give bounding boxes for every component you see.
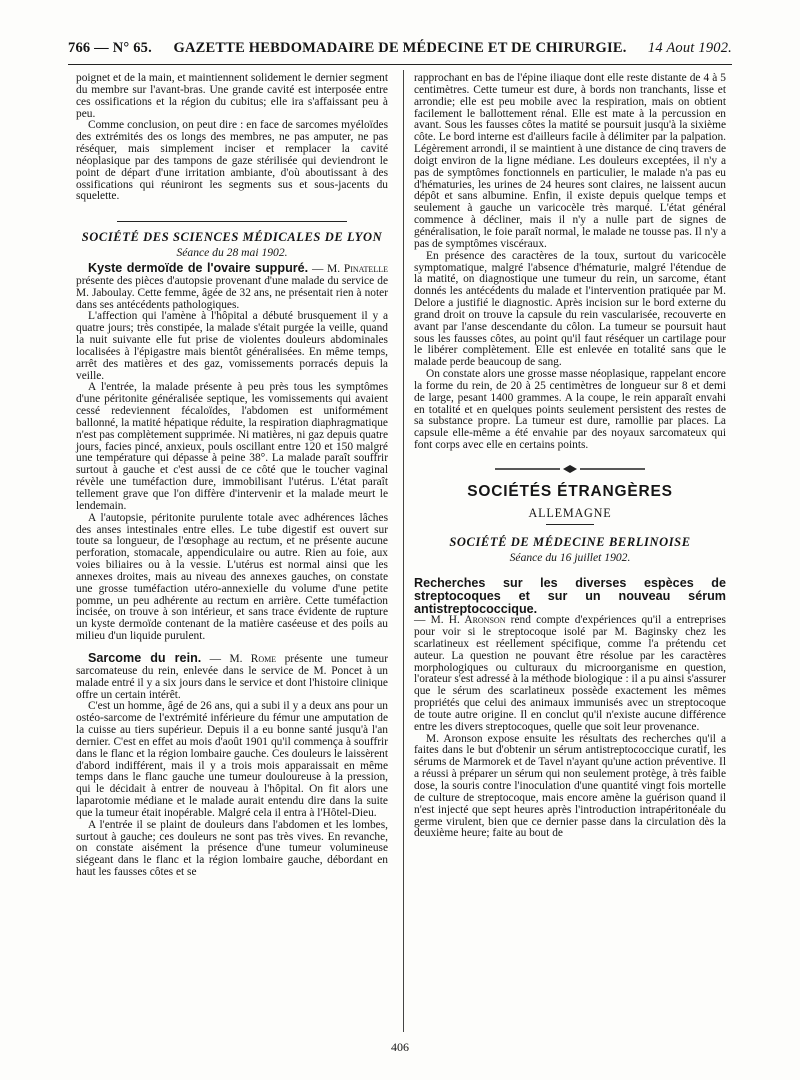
- section-rule: [117, 221, 347, 222]
- header-rule: [68, 64, 732, 65]
- right-column: [414, 73, 726, 840]
- section-date-lyon: Séance du 28 mai 1902.: [176, 246, 288, 260]
- article-title-sarcome: Sarcome du rein.: [88, 650, 202, 665]
- sarcome-paragraph-1: présente une tumeur sarcomateuse du rein, enlevée dans le service de M. Poncet à un malade entré il y a six jours dans le service et dont l'histoire clinique offre un certain intérêt.: [76, 652, 389, 701]
- article-title-streptocoques: Recherches sur les diverses espèces de streptocoques et sur un nouveau sérum antistreptococcique.: [414, 576, 726, 616]
- author-aronson: M. H. Aronson: [430, 614, 506, 627]
- kyste-paragraph-3: A l'entrée, la malade présente à peu près tous les symptômes d'une péritonite généralisée septique, les vomissements qui avaient cessé redeviennent fécaloïdes, l'abdomen est uniformément ballonné, la matité hépatique réduite, la respiration diaphragmatique n'est pas complètement supprimée. Ni matières, ni gaz depuis quatre jours, facies pincé, anxieux, pouls oscillant entre 120 et 150 malgré une température qui dépasse à peine 38°. La malade paraît souffrir surtout à gauche et c'est aussi de ce côté que le toucher vaginal révèle une tuméfaction dure, immobilisant l'utérus. L'état paraît tellement grave que l'on diffère d'intervenir et la malade meurt le lendemain.: [76, 381, 388, 512]
- country-rule: [546, 524, 594, 525]
- section-title-foreign: SOCIÉTÉS ÉTRANGÈRES: [467, 483, 673, 500]
- sarcome-findings: On constate alors une grosse masse néoplasique, rappelant encore la forme du rein, de 20 à 25 centimètres de longueur sur 8 et demi de large, pesant 1400 grammes. A la coupe, le rein apparaît envahi en totalité et en quelques points seulement persistent des restes de sa substance propre. La tumeur est dure, ramollie par places. La capsule elle-même a été envahie par des noyaux sarcomateux qui font corps avec elle en certains points.: [414, 368, 726, 452]
- kyste-paragraph-4: A l'autopsie, péritonite purulente totale avec adhérences lâches des anses intestinales entre elles. Le tube digestif est ouvert sur toute sa longueur, de l'œsophage au rectum, et ne présente aucune perforation, stomacale, appendiculaire ou autre. Rien au foie, aux voies biliaires ou à la vessie. L'utérus est normal ainsi que les annexes droites, mais au niveau des annexes gauches, on constate une grosse tuméfaction utéro-annexielle du volume d'une petite pomme, un peu adhérente au rectum en arrière. Cette tuméfaction incisée, on trouve à son intérieur, et sans trace évidente de rupture un kyste dermoïde contenant de la matière caséeuse et des poils au milieu d'un liquide purulent.: [76, 511, 388, 643]
- issue-date: 14 Aout 1902.: [647, 40, 732, 56]
- article-title-kyste: Kyste dermoïde de l'ovaire suppuré.: [88, 260, 309, 275]
- article-streptocoques: — M. H. Aronson rend compte d'expériences qu'il a entreprises pour voir si le streptocoque isolé par M. Baginsky chez les scarlatineux est réellement spécifique, comme l'a prétendu cet auteur. La question ne pouvant être résolue par les caractères morphologiques ou culturaux du microorganisme en question, l'orateur s'est adressé à la méthode biologique : il a pu ainsi s'assurer que le sérum des scarlatineux possède exactement les mêmes propriétés que celui des animaux immunisés avec un streptocoque de toute autre origine. Il en conclut qu'il n'existe aucune différence entre les divers streptocoques, quelle que soit leur provenance.: [414, 614, 726, 733]
- article-kyste: Kyste dermoïde de l'ovaire suppuré. — M. Pinatelle présente des pièces d'autopsie provenant d'une malade du service de M. Jaboulay. Cette femme, âgée de 32 ans, ne présentait rien à noter dans ses antécédents pathologiques.: [76, 260, 388, 311]
- section-title-berlin: SOCIÉTÉ DE MÉDECINE BERLINOISE: [449, 534, 691, 549]
- ornament-divider-icon: [495, 464, 645, 474]
- journal-title: GAZETTE HEBDOMADAIRE DE MÉDECINE ET DE CHIRURGIE.: [173, 40, 627, 56]
- country-heading: ALLEMAGNE: [528, 505, 612, 520]
- left-column: [76, 73, 388, 879]
- page-number: 406: [391, 1040, 409, 1054]
- kyste-paragraph-2: L'affection qui l'amène à l'hôpital a débuté brusquement il y a quatre jours; très constipée, la malade s'était purgée la veille, quand la nuit suivante elle fut prise de violentes douleurs abdominales localisées à l'épigastre mais bientôt généralisées. En même temps, arrêt des matières et des gaz, vomissements porracés depuis la veille.: [76, 310, 388, 382]
- streptocoques-paragraph-1: rend compte d'expériences qu'il a entreprises pour voir si le streptocoque isolé par M. Baginsky chez les scarlatineux est réellement spécifique, comme l'a prétendu cet auteur. La question ne pouvant être résolue par les caractères morphologiques ou culturaux du microorganisme en question, l'orateur s'est adressé à la méthode biologique : il a pu ainsi s'assurer que le sérum des scarlatineux possède exactement les mêmes propriétés que celui des animaux immunisés avec un streptocoque de toute autre origine. Il en conclut qu'il n'existe aucune différence entre les divers streptocoques, quelle que soit leur provenance.: [414, 614, 726, 733]
- page-header: [68, 40, 732, 60]
- sarcome-continuation: rapprochant en bas de l'épine iliaque dont elle reste distante de 4 à 5 centimètres. Cette tumeur est dure, à bords non tranchants, lisse et arrondie; elle est peu mobile avec la respiration, mais on obtient facilement le ballottement rénal. Elle est mate à la percussion en avant. Sous les fausses côtes la matité se poursuit jusqu'à la sixième côte. Le bord interne est d'ailleurs facile à délimiter par la palpation. Légèrement arrondi, il se maintient à une distance de cinq travers de doigt environ de la ligne médiane. Les douleurs exceptées, il n'y a pas de symptômes fonctionnels en particulier, le malade n'a pas eu d'hématuries, les urines de 24 heures sont claires, ne laissent aucun dépôt et sans albumine. Enfin, il existe depuis quelque temps et seulement à gauche un varicocèle très marqué. L'état général commence à décliner, mais il n'y a nulle part de signes de généralisation, le foie paraît normal, le malade ne tousse pas. Il n'y a pas de symptômes viscéraux.: [414, 72, 726, 250]
- streptocoques-paragraph-2: M. Aronson expose ensuite les résultats des recherches qu'il a faites dans le but d'obtenir un sérum antistreptococcique curatif, les sérums de Marmorek et de Tavel n'ayant qu'une action préventive. Il a réussi à préparer un sérum qui non seulement protège, à très faible dose, la souris contre l'inoculation d'une quantité vingt fois mortelle de culture de streptocoque, mais encore amène la guérison quand il n'est injecté que sept heures après l'introduction intrapéritonéale du germe virulent, bien que ce dernier passe dans la circulation dès la deuxième heure; faite au bout de: [414, 732, 726, 840]
- article-sarcome: Sarcome du rein. — M. Rome présente une tumeur sarcomateuse du rein, enlevée dans le service de M. Poncet à un malade entré il y a six jours dans le service et dont l'histoire clinique offre un certain intérêt.: [76, 650, 389, 701]
- page-reference: 766 — N° 65.: [68, 40, 152, 56]
- sarcome-paragraph-2: C'est un homme, âgé de 26 ans, qui a subi il y a deux ans pour un ostéo-sarcome de l'extrémité inférieure du fémur une amputation de la cuisse au tiers supérieur. Depuis il a eu bonne santé jusqu'à l'an dernier. C'est en effet au mois d'août 1901 qu'il commença à souffrir dans le flanc et la région lombaire gauche. Ces douleurs le laissèrent d'abord indifférent, mais il y a trois mois apparaissait en même temps dans le flanc gauche une tumeur douloureuse à la pression, qui le décidait à entrer de nouveau à l'hôpital. On fit alors une laparotomie médiane et le malade aurait entendu dire dans la suite que la tumeur était inopérable. Malgré cela il entra à l'Hôtel-Dieu.: [76, 700, 388, 819]
- sarcome-paragraph-3: A l'entrée il se plaint de douleurs dans l'abdomen et les lombes, surtout à gauche; ces douleurs ne sont pas très vives. En revanche, on constate aisément la présence d'une tumeur volumineuse siégeant dans le flanc et la région lombaire gauche, débordant en haut les fausses côtes et se: [76, 818, 388, 879]
- sarcome-diagnosis: En présence des caractères de la toux, surtout du varicocèle symptomatique, malgré l'absence d'hématurie, malgré l'étendue de la matité, on diagnostique une tumeur du rein, un sarcome, étant donnés les antécédents du malade et l'intervention pratiquée par M. Delore a justifié le diagnostic. Après incision sur le bord externe du grand droit on trouve la capsule du rein vascularisée, recouverte en avant par l'anse descendante du côlon. La tumeur se poursuit haut sous les fausses côtes, au point qu'il faut réséquer un cartilage pour le libérer complètement. Elle est enlevée en totalité sans que le malade perde beaucoup de sang.: [414, 249, 726, 369]
- author-rome: M. Rome: [229, 652, 277, 665]
- kyste-paragraph-1: présente des pièces d'autopsie provenant d'une malade du service de M. Jaboulay. Cette femme, âgée de 32 ans, ne présentait rien à noter dans ses antécédents pathologiques.: [76, 274, 388, 311]
- author-pinatelle: M. Pinatelle: [327, 262, 388, 275]
- section-title-lyon: SOCIÉTÉ DES SCIENCES MÉDICALES DE LYON: [81, 230, 383, 245]
- section-date-berlin: Séance du 16 juillet 1902.: [509, 550, 631, 564]
- column-divider: [403, 70, 404, 1032]
- paragraph-continuation: poignet et de la main, et maintiennent solidement le dernier segment du membre sur l'avant-bras. Une grande cavité est interposée entre ces ossifications et la région du cubitus; elle ira s'affaissant peu à peu.: [76, 72, 388, 120]
- paragraph-conclusion: Comme conclusion, on peut dire : en face de sarcomes myéloïdes des extrémités des os longs des membres, ne pas amputer, ne pas réséquer, mais simplement inciser et remplacer la cavité néoplasique par des tampons de gaze stérilisée qui deviendront le point de départ d'une irritation ambiante, d'où aboutissant à des ossifications qui réuniront les segments sus et sous-jacents du squelette.: [76, 119, 388, 203]
